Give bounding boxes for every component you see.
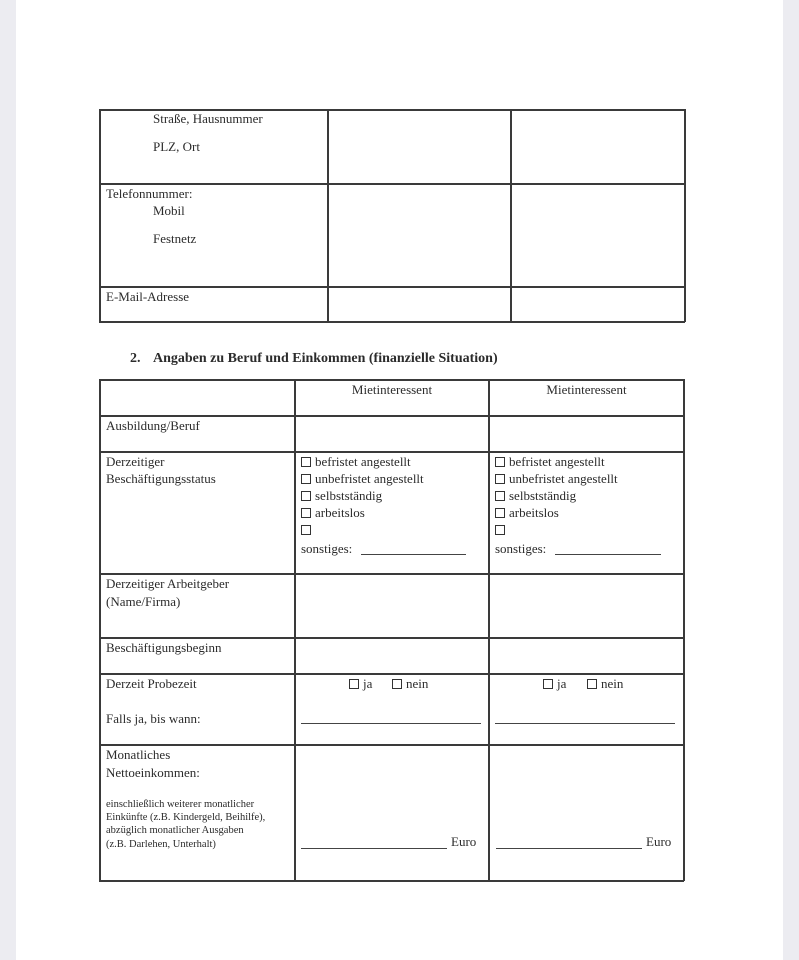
income-note-line1: einschließlich weiterer monatlicher <box>106 799 255 810</box>
street-zip-field-1[interactable] <box>329 111 509 183</box>
option-unemployed-1[interactable] <box>301 504 365 521</box>
probation-yes-1[interactable] <box>349 675 372 692</box>
checkbox-icon[interactable] <box>495 457 505 467</box>
probation-label: Derzeit Probezeit <box>106 676 197 691</box>
section-number: 2. <box>130 351 141 366</box>
checkbox-icon[interactable] <box>495 491 505 501</box>
probation-no-1[interactable] <box>392 675 428 692</box>
option-label: arbeitslos <box>509 505 559 520</box>
income-input-1[interactable] <box>301 848 447 849</box>
email-field-1[interactable] <box>329 288 509 320</box>
checkbox-icon[interactable] <box>392 679 402 689</box>
option-label: ja <box>363 676 373 691</box>
checkbox-icon[interactable] <box>301 525 311 535</box>
table-border <box>99 880 684 882</box>
option-other-1[interactable] <box>301 521 315 538</box>
currency-label-1: Euro <box>451 834 477 849</box>
employer-field-1[interactable] <box>296 575 487 636</box>
employment-status-label-line2: Beschäftigungsstatus <box>106 471 216 486</box>
checkbox-icon[interactable] <box>301 508 311 518</box>
option-label: befristet angestellt <box>509 454 605 469</box>
education-field-1[interactable] <box>296 417 487 450</box>
option-permanent-1[interactable] <box>301 470 424 487</box>
checkbox-icon[interactable] <box>349 679 359 689</box>
column-header-applicant-2: Mietinteressent <box>546 382 627 397</box>
other-label-1: sonstiges: <box>301 541 353 556</box>
option-label: unbefristet angestellt <box>509 471 618 486</box>
option-label: befristet angestellt <box>315 454 411 469</box>
zip-city-label: PLZ, Ort <box>153 139 200 154</box>
phone-field-2[interactable] <box>512 185 683 285</box>
option-label: unbefristet angestellt <box>315 471 424 486</box>
probation-until-label: Falls ja, bis wann: <box>106 711 201 726</box>
phone-label: Telefonnummer: <box>106 186 193 201</box>
option-label: nein <box>601 676 624 691</box>
currency-label-2: Euro <box>646 834 672 849</box>
option-fixed-term-2[interactable] <box>495 453 605 470</box>
table-border <box>683 379 685 881</box>
income-label-line1: Monatliches <box>106 747 171 762</box>
option-fixed-term-1[interactable] <box>301 453 411 470</box>
option-label: selbstständig <box>315 488 383 503</box>
table-border <box>684 109 686 322</box>
email-label: E-Mail-Adresse <box>106 289 190 304</box>
education-field-2[interactable] <box>490 417 682 450</box>
employer-label-line2: (Name/Firma) <box>106 594 181 609</box>
probation-no-2[interactable] <box>587 675 623 692</box>
employment-start-label: Beschäftigungsbeginn <box>106 640 222 655</box>
option-label: ja <box>557 676 567 691</box>
checkbox-icon[interactable] <box>301 457 311 467</box>
employer-field-2[interactable] <box>490 575 682 636</box>
checkbox-icon[interactable] <box>495 508 505 518</box>
education-label: Ausbildung/Beruf <box>106 418 200 433</box>
employment-start-field-1[interactable] <box>296 639 487 672</box>
income-input-2[interactable] <box>496 848 642 849</box>
employer-label-line1: Derzeitiger Arbeitgeber <box>106 576 230 591</box>
landline-label: Festnetz <box>153 231 197 246</box>
option-unemployed-2[interactable] <box>495 504 559 521</box>
option-label: nein <box>406 676 429 691</box>
option-label: selbstständig <box>509 488 577 503</box>
checkbox-icon[interactable] <box>301 491 311 501</box>
option-self-employed-2[interactable] <box>495 487 576 504</box>
checkbox-icon[interactable] <box>587 679 597 689</box>
section-title: Angaben zu Beruf und Einkommen (finanzielle Situation) <box>153 351 498 366</box>
probation-until-input-1[interactable] <box>301 723 481 724</box>
table-border <box>99 744 684 746</box>
probation-until-input-2[interactable] <box>495 723 675 724</box>
employment-status-label-line1: Derzeitiger <box>106 454 165 469</box>
option-permanent-2[interactable] <box>495 470 618 487</box>
street-label: Straße, Hausnummer <box>153 111 263 126</box>
option-label: arbeitslos <box>315 505 365 520</box>
checkbox-icon[interactable] <box>495 525 505 535</box>
employment-start-field-2[interactable] <box>490 639 682 672</box>
table-border <box>99 379 101 881</box>
checkbox-icon[interactable] <box>543 679 553 689</box>
street-zip-field-2[interactable] <box>512 111 683 183</box>
option-self-employed-1[interactable] <box>301 487 382 504</box>
option-other-2[interactable] <box>495 521 509 538</box>
other-input-2[interactable] <box>555 554 661 555</box>
email-field-2[interactable] <box>512 288 683 320</box>
other-input-1[interactable] <box>361 554 466 555</box>
income-note-line4: (z.B. Darlehen, Unterhalt) <box>106 839 216 850</box>
phone-field-1[interactable] <box>329 185 509 285</box>
table-border <box>99 109 101 322</box>
checkbox-icon[interactable] <box>301 474 311 484</box>
income-note-line3: abzüglich monatlicher Ausgaben <box>106 825 244 836</box>
income-label-line2: Nettoeinkommen: <box>106 765 200 780</box>
checkbox-icon[interactable] <box>495 474 505 484</box>
other-label-2: sonstiges: <box>495 541 547 556</box>
income-note-line2: Einkünfte (z.B. Kindergeld, Beihilfe), <box>106 812 266 823</box>
table-border <box>99 321 685 323</box>
column-header-applicant-1: Mietinteressent <box>351 382 433 397</box>
probation-yes-2[interactable] <box>543 675 566 692</box>
mobile-label: Mobil <box>153 203 185 218</box>
